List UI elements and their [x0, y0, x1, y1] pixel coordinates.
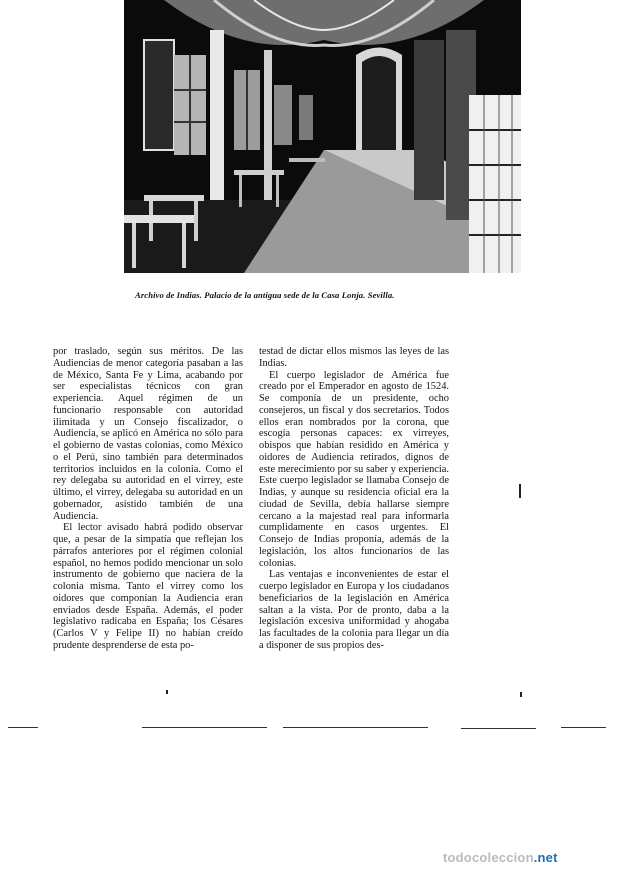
text-column-left — [53, 346, 243, 652]
paragraph: por traslado, según sus méritos. De las Audiencias de menor categoría pasaban a las de México, Santa Fe y Lima, acabando por ser especialistas técnicos con gran experiencia. Aquel régimen de un funcionario responsable con autoridad ilimitada y un Consejo fiscalizador, o Audiencia, se aplicó en América no sólo para el gobierno de vastas colonias, como México o el Perú, sino también para determinados territorios incluidos en la colonia. Como el rey delegaba su autoridad en el virrey, este último, el virrey, delegaba su autoridad en un gobernador, asistido también de una Audiencia. — [53, 346, 243, 522]
scan-rule — [8, 727, 38, 728]
paragraph: El cuerpo legislador de América fue creado por el Emperador en agosto de 1524. Se componía de un presidente, ocho consejeros, un fiscal y dos secretarios. Todos ellos eran nombrados por la corona, que escogía personas capaces: ex virreyes, obispos que habían residido en América y oidores de Audiencia retirados, dignos de este merecimiento por su saber y experiencia. Este cuerpo legislador se llamaba Consejo de Indias, y aunque su residencia oficial era la ciudad de Sevilla, debía hallarse siempre cercano a la majestad real para informarla cumplidamente en casos urgentes. El Consejo de Indias proponía, además de la legislación, los altos funcionarios de las colonias. — [259, 369, 449, 569]
scan-rule — [461, 728, 536, 729]
watermark-suffix: .net — [533, 850, 558, 865]
scan-rule — [283, 727, 428, 728]
scan-mark — [166, 690, 168, 694]
scan-rule — [142, 727, 267, 728]
archive-interior-image — [124, 0, 521, 273]
watermark-brand: todocoleccion — [443, 850, 534, 865]
scan-rule — [561, 727, 606, 728]
photo-caption: Archivo de Indias. Palacio de la antigua sede de la Casa Lonja. Sevilla. — [135, 290, 395, 300]
scan-mark — [519, 484, 521, 498]
watermark-logo — [443, 850, 558, 866]
archive-photo — [124, 0, 521, 273]
paragraph: testad de dictar ellos mismos las leyes de las Indias. — [259, 346, 449, 369]
text-column-right — [259, 346, 449, 652]
scan-mark — [520, 692, 522, 697]
paragraph: El lector avisado habrá podido observar que, a pesar de la simpatía que reflejan los párrafos anteriores por el régimen colonial español, no hemos podido mencionar un solo instrumento de gobierno que naciera de la colonia misma. Tanto el virrey como los oidores que componían la Audiencia eran enviados desde España. Además, el poder legislativo radicaba en España; los Césares (Carlos V y Felipe II) no habían creído prudente desprenderse de esta po- — [53, 522, 243, 651]
paragraph: Las ventajas e inconvenientes de estar el cuerpo legislador en Europa y los ciudadanos beneficiarios de la legislación en América saltan a la vista. Por de pronto, daba a la legislación excesiva uniformidad y ahogaba las facultades de la colonia para llegar un día a disponer de sus propios des- — [259, 569, 449, 651]
